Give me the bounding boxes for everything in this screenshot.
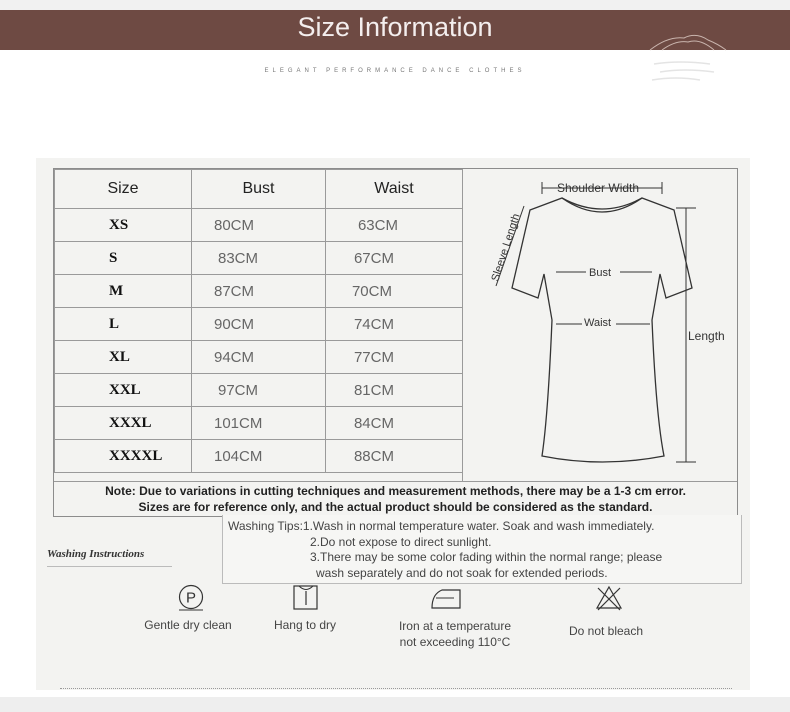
table-header-row [55,170,463,209]
waist-cell: 77CM [325,341,462,374]
column-header-bust: Bust [192,170,326,209]
dress-diagram [480,176,740,476]
iron-icon [428,586,464,612]
care-label-iron [380,618,530,650]
waist-cell: 67CM [325,242,462,275]
washing-tips [228,519,662,581]
bust-cell: 83CM [192,242,326,275]
note-line-2: Sizes are for reference only, and the actual product should be considered as the standard. [138,500,653,514]
bust-cell: 87CM [192,275,326,308]
care-label-hang-dry: Hang to dry [273,618,337,632]
waist-cell: 70CM [325,275,462,308]
bust-cell: 101CM [192,407,326,440]
tip-line-4: wash separately and do not soak for extended periods. [316,565,608,580]
bust-cell: 90CM [192,308,326,341]
table-row [55,440,463,473]
note-line-1: Note: Due to variations in cutting techniques and measurement methods, there may be a 1-3 cm error. [105,484,686,498]
hang-dry-icon [292,584,320,612]
tip-line-2: 2.Do not expose to direct sunlight. [310,534,492,549]
dress-outline-icon [512,198,692,462]
size-table [54,169,463,473]
size-cell: XL [55,341,192,374]
table-row [55,209,463,242]
care-label-no-bleach: Do not bleach [568,624,644,638]
dotted-divider [60,688,732,689]
tip-line-3: 3.There may be some color fading within the normal range; please [310,550,663,564]
size-cell: XS [55,209,192,242]
waist-label: Waist [584,317,612,329]
size-note [54,483,737,515]
bust-cell: 104CM [192,440,326,473]
size-cell: L [55,308,192,341]
sleeve-length-label: Sleeve Length [489,212,523,283]
shoulder-width-label: Shoulder Width [557,181,640,195]
size-cell: XXXXL [55,440,192,473]
top-strip [0,0,790,10]
table-row [55,407,463,440]
dry-clean-p-icon [176,584,206,612]
size-cell: M [55,275,192,308]
note-divider [54,481,737,482]
bust-cell: 94CM [192,341,326,374]
waist-cell: 63CM [325,209,462,242]
table-divider [462,169,463,481]
svg-text:P: P [185,589,197,607]
table-row [55,341,463,374]
no-bleach-icon [594,584,624,612]
size-cell: S [55,242,192,275]
table-row [55,374,463,407]
size-cell: XXL [55,374,192,407]
page-title: Size Information [297,12,493,42]
table-row [55,242,463,275]
brand-subtitle: ELEGANT PERFORMANCE DANCE CLOTHES [264,68,526,74]
title-underline [47,566,172,567]
waist-cell: 84CM [325,407,462,440]
table-row [55,275,463,308]
waist-cell: 88CM [325,440,462,473]
mountain-decoration-icon [648,30,728,52]
washing-instructions-title: Washing Instructions [47,548,145,560]
wave-decoration-icon [650,58,720,92]
waist-cell: 74CM [325,308,462,341]
bottom-strip [0,697,790,712]
bust-cell: 80CM [192,209,326,242]
tip-line-1: Washing Tips:1.Wash in normal temperature water. Soak and wash immediately. [228,519,655,533]
column-header-waist: Waist [325,170,462,209]
size-cell: XXXL [55,407,192,440]
length-label: Length [688,329,725,343]
bust-cell: 97CM [192,374,326,407]
bust-label: Bust [589,267,612,279]
column-header-size: Size [55,170,192,209]
iron-label-line-2: not exceeding 110°C [399,635,511,649]
iron-label-line-1: Iron at a temperature [398,619,512,633]
table-row [55,308,463,341]
waist-cell: 81CM [325,374,462,407]
care-label-dry-clean: Gentle dry clean [144,618,232,632]
